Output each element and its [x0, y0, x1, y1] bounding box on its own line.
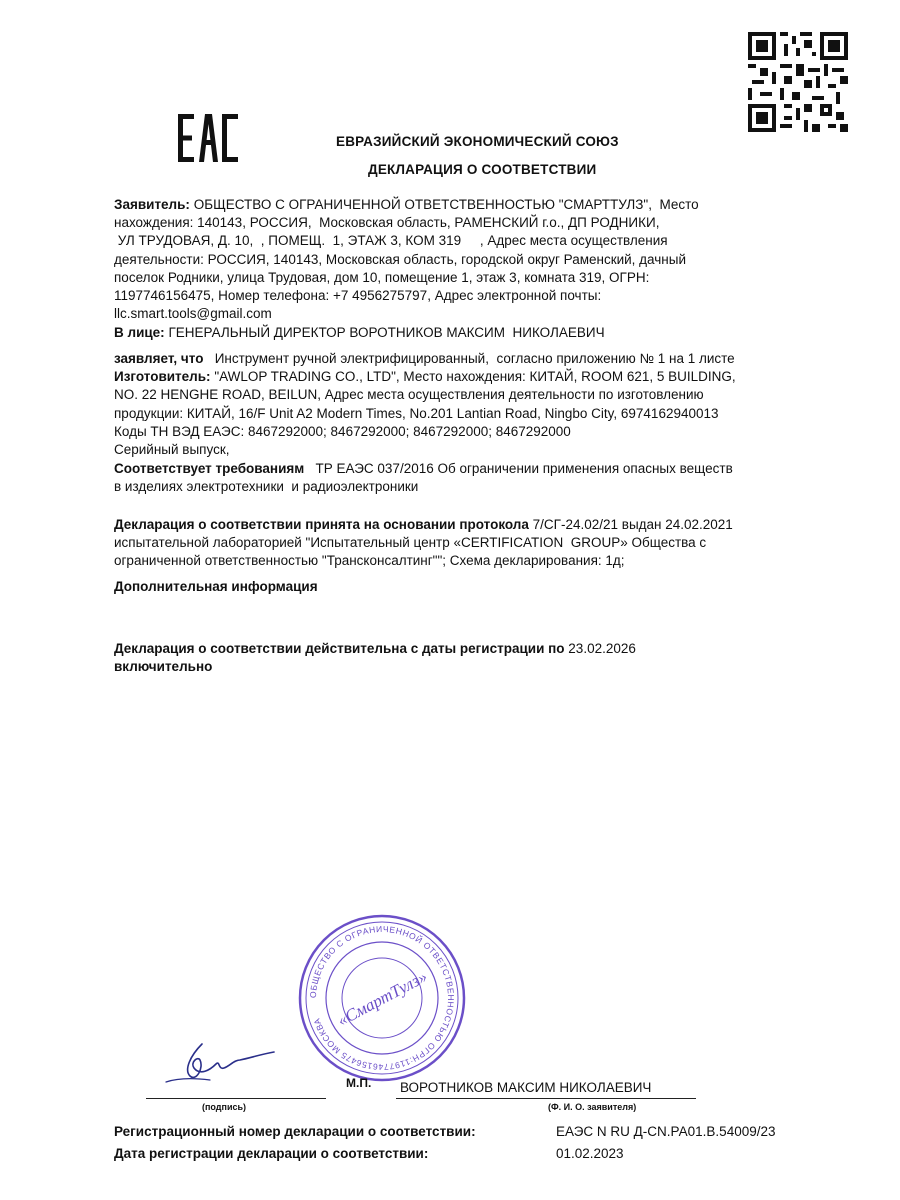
- signature-icon: [160, 1030, 280, 1090]
- applicant-line: поселок Родники, улица Трудовая, дом 10, помещение 1, этаж 3, комната 319, ОГРН:: [114, 269, 650, 285]
- manufacturer-line: NO. 22 HENGHE ROAD, BEILUN, Адрес места осуществления деятельности по изготовлению: [114, 387, 704, 403]
- seal-ring-text: ОБЩЕСТВО С ОГРАНИЧЕННОЙ ОТВЕТСТВЕННОСТЬЮ ОГРН:1197746156475 МОСКВА: [307, 923, 457, 1073]
- hs-codes: Коды ТН ВЭД ЕАЭС: 8467292000; 8467292000; 8467292000; 8467292000: [114, 423, 571, 439]
- applicant-label: Заявитель:: [114, 197, 190, 212]
- registration-date-label: Дата регистрации декларации о соответствии:: [114, 1146, 429, 1161]
- seal-center-text: «СмартТулз»: [334, 966, 431, 1030]
- validity-date: 23.02.2026: [568, 641, 636, 656]
- validity-suffix: включительно: [114, 659, 213, 675]
- representative-label: В лице:: [114, 325, 165, 340]
- representative-section: [114, 324, 834, 342]
- requirements-section: [114, 460, 834, 496]
- applicant-line: 1197746156475, Номер телефона: +7 4956275797, Адрес электронной почты:: [114, 288, 602, 304]
- applicant-email: llc.smart.tools@gmail.com: [114, 306, 272, 322]
- protocol-line: ограниченной ответственностью "Трансконсалтинг""; Схема декларирования: 1д;: [114, 553, 625, 569]
- applicant-line: ОБЩЕСТВО С ОГРАНИЧЕННОЙ ОТВЕТСТВЕННОСТЬЮ "СМАРТТУЛЗ", Место: [193, 197, 699, 212]
- name-caption: (Ф. И. О. заявителя): [548, 1102, 637, 1112]
- requirements-label: Соответствует требованиям: [114, 461, 305, 476]
- name-line: [396, 1098, 696, 1099]
- signature-line: [146, 1098, 326, 1099]
- validity-label: Декларация о соответствии действительна с даты регистрации по: [114, 641, 565, 656]
- protocol-section: [114, 516, 834, 571]
- manufacturer-line: продукции: КИТАЙ, 16/F Unit A2 Modern Times, No.201 Lantian Road, Ningbo City, 6974162940013: [114, 405, 719, 421]
- applicant-section: [114, 196, 834, 323]
- registration-number-label: Регистрационный номер декларации о соответствии:: [114, 1124, 476, 1139]
- additional-info-label: Дополнительная информация: [114, 579, 318, 594]
- requirements-line: в изделиях электротехники и радиоэлектроники: [114, 479, 419, 495]
- signer-name: ВОРОТНИКОВ МАКСИМ НИКОЛАЕВИЧ: [400, 1080, 652, 1095]
- representative-value: ГЕНЕРАЛЬНЫЙ ДИРЕКТОР ВОРОТНИКОВ МАКСИМ НИКОЛАЕВИЧ: [168, 325, 605, 340]
- registration-number: ЕАЭС N RU Д-CN.РА01.В.54009/23: [556, 1124, 776, 1139]
- registration-date: 01.02.2023: [556, 1146, 624, 1161]
- union-title: ЕВРАЗИЙСКИЙ ЭКОНОМИЧЕСКИЙ СОЮЗ: [336, 134, 619, 149]
- requirements-line: ТР ЕАЭС 037/2016 Об ограничении применения опасных веществ: [315, 461, 733, 476]
- document-title: ДЕКЛАРАЦИЯ О СООТВЕТСТВИИ: [368, 162, 597, 177]
- validity-section: [114, 640, 834, 676]
- applicant-line: деятельности: РОССИЯ, 140143, Московская область, городской округ Раменский, дачный: [114, 251, 687, 267]
- manufacturer-line: "AWLOP TRADING CO., LTD", Место нахождения: КИТАЙ, ROOM 621, 5 BUILDING,: [214, 369, 736, 385]
- applicant-line: УЛ ТРУДОВАЯ, Д. 10, , ПОМЕЩ. 1, ЭТАЖ 3, КОМ 319 , Адрес места осуществления: [114, 233, 668, 249]
- qr-code-icon: [748, 32, 848, 132]
- stamp-place-label: М.П.: [346, 1076, 372, 1090]
- manufacturer-label: Изготовитель:: [114, 369, 211, 385]
- protocol-line: испытательной лабораторией "Испытательный центр «CERTIFICATION GROUP» Общества с: [114, 535, 707, 551]
- protocol-label: Декларация о соответствии принята на основании протокола: [114, 517, 529, 532]
- protocol-line: 7/СГ-24.02/21 выдан 24.02.2021: [532, 517, 733, 532]
- declaration-section: [114, 350, 834, 459]
- declares-value: Инструмент ручной электрифицированный, согласно приложению № 1 на 1 листе: [214, 351, 735, 366]
- serial-production: Серийный выпуск,: [114, 442, 230, 458]
- eac-logo: [176, 112, 240, 164]
- applicant-line: нахождения: 140143, РОССИЯ, Московская область, РАМЕНСКИЙ г.о., ДП РОДНИКИ,: [114, 215, 660, 231]
- company-seal-icon: [296, 912, 468, 1084]
- additional-info-section: [114, 578, 834, 596]
- signature-caption: (подпись): [202, 1102, 247, 1112]
- declares-label: заявляет, что: [114, 351, 204, 366]
